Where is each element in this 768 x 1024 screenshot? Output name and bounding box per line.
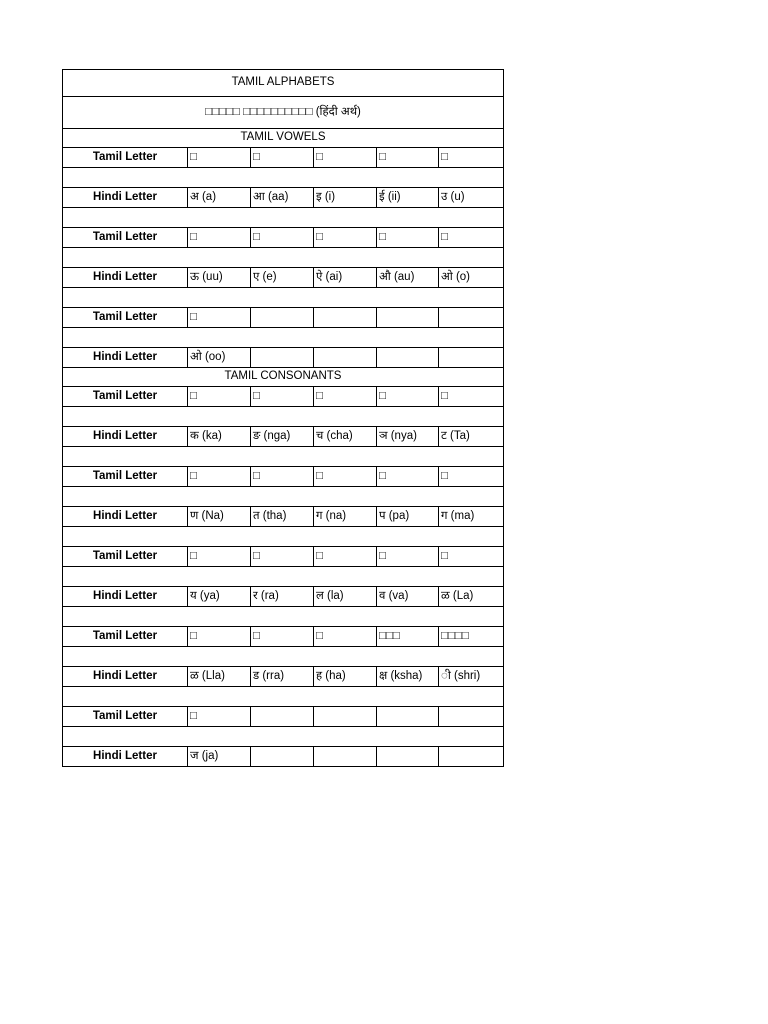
table-row: [63, 467, 504, 487]
letter-cell: □: [188, 467, 251, 487]
spacer-cell: [63, 527, 504, 547]
spacer-cell: [63, 687, 504, 707]
letter-cell: □: [314, 228, 377, 248]
table-row: [63, 387, 504, 407]
spacer-cell: [63, 607, 504, 627]
row-label: Hindi Letter: [63, 747, 188, 767]
letter-cell: [439, 308, 504, 328]
letter-cell: ङ (nga): [251, 427, 314, 447]
table-row: [63, 268, 504, 288]
row-label: Tamil Letter: [63, 308, 188, 328]
table-row: [63, 148, 504, 168]
row-label: Tamil Letter: [63, 627, 188, 647]
letter-cell: □: [251, 547, 314, 567]
table-row: [63, 308, 504, 328]
letter-cell: च (cha): [314, 427, 377, 447]
letter-cell: [251, 308, 314, 328]
letter-cell: ट (Ta): [439, 427, 504, 447]
letter-cell: ी (shri): [439, 667, 504, 687]
letter-cell: ऐ (ai): [314, 268, 377, 288]
table-row: [63, 228, 504, 248]
letter-cell: □: [314, 547, 377, 567]
letter-cell: □: [314, 148, 377, 168]
letter-cell: ड (rra): [251, 667, 314, 687]
page-subtitle: □□□□□ □□□□□□□□□□ (हिंदी अर्थ): [63, 97, 504, 129]
table-row: [63, 667, 504, 687]
letter-cell: □: [188, 627, 251, 647]
spacer-cell: [63, 487, 504, 507]
letter-cell: □: [439, 387, 504, 407]
spacer-row: [63, 288, 504, 308]
table-row: [63, 707, 504, 727]
spacer-cell: [63, 447, 504, 467]
table-row: [63, 627, 504, 647]
letter-cell: आ (aa): [251, 188, 314, 208]
row-label: Tamil Letter: [63, 228, 188, 248]
letter-cell: य (ya): [188, 587, 251, 607]
section-heading: TAMIL VOWELS: [63, 129, 504, 148]
row-label: Tamil Letter: [63, 387, 188, 407]
section-heading-row: [63, 368, 504, 387]
letter-cell: □: [251, 387, 314, 407]
letter-cell: □: [251, 148, 314, 168]
row-label: Tamil Letter: [63, 467, 188, 487]
row-label: Hindi Letter: [63, 667, 188, 687]
letter-cell: ई (ii): [377, 188, 439, 208]
letter-cell: ञ (nya): [377, 427, 439, 447]
letter-cell: □□□□: [439, 627, 504, 647]
letter-cell: ण (Na): [188, 507, 251, 527]
spacer-cell: [63, 727, 504, 747]
row-label: Hindi Letter: [63, 268, 188, 288]
letter-cell: □: [314, 467, 377, 487]
letter-cell: [439, 348, 504, 368]
letter-cell: [314, 707, 377, 727]
letter-cell: व (va): [377, 587, 439, 607]
letter-cell: र (ra): [251, 587, 314, 607]
letter-cell: ळ (La): [439, 587, 504, 607]
letter-cell: अ (a): [188, 188, 251, 208]
letter-cell: प (pa): [377, 507, 439, 527]
letter-cell: क (ka): [188, 427, 251, 447]
letter-cell: □: [314, 387, 377, 407]
letter-cell: □: [377, 387, 439, 407]
letter-cell: □: [188, 148, 251, 168]
spacer-row: [63, 168, 504, 188]
letter-cell: □: [377, 228, 439, 248]
spacer-cell: [63, 248, 504, 268]
spacer-cell: [63, 647, 504, 667]
letter-cell: ह (ha): [314, 667, 377, 687]
letter-cell: ए (e): [251, 268, 314, 288]
row-label: Tamil Letter: [63, 148, 188, 168]
letter-cell: त (tha): [251, 507, 314, 527]
letter-cell: □: [439, 467, 504, 487]
letter-cell: ल (la): [314, 587, 377, 607]
letter-cell: उ (u): [439, 188, 504, 208]
page-title: TAMIL ALPHABETS: [63, 70, 504, 97]
letter-cell: क्ष (ksha): [377, 667, 439, 687]
letter-cell: □: [314, 627, 377, 647]
letter-cell: □: [377, 467, 439, 487]
letter-cell: [377, 707, 439, 727]
letter-cell: [377, 308, 439, 328]
letter-cell: [439, 747, 504, 767]
letter-cell: □: [188, 547, 251, 567]
spacer-row: [63, 647, 504, 667]
spacer-cell: [63, 168, 504, 188]
letter-cell: □: [188, 707, 251, 727]
letter-cell: □: [377, 148, 439, 168]
letter-cell: [251, 747, 314, 767]
spacer-cell: [63, 407, 504, 427]
spacer-row: [63, 447, 504, 467]
letter-cell: इ (i): [314, 188, 377, 208]
table-row: [63, 427, 504, 447]
letter-cell: ग (ma): [439, 507, 504, 527]
letter-cell: □: [439, 228, 504, 248]
spacer-row: [63, 527, 504, 547]
row-label: Tamil Letter: [63, 547, 188, 567]
letter-cell: ळ (Lla): [188, 667, 251, 687]
row-label: Hindi Letter: [63, 427, 188, 447]
letter-cell: औ (au): [377, 268, 439, 288]
spacer-cell: [63, 288, 504, 308]
letter-cell: ज (ja): [188, 747, 251, 767]
spacer-row: [63, 407, 504, 427]
letter-cell: [251, 348, 314, 368]
spacer-row: [63, 687, 504, 707]
letter-cell: ओ (oo): [188, 348, 251, 368]
spacer-cell: [63, 567, 504, 587]
spacer-cell: [63, 328, 504, 348]
tamil-alphabet-table: [62, 69, 504, 767]
letter-cell: □: [439, 148, 504, 168]
letter-cell: □: [188, 308, 251, 328]
letter-cell: ऊ (uu): [188, 268, 251, 288]
letter-cell: □□□: [377, 627, 439, 647]
table-row: [63, 547, 504, 567]
row-label: Tamil Letter: [63, 707, 188, 727]
letter-cell: □: [251, 467, 314, 487]
row-label: Hindi Letter: [63, 507, 188, 527]
table-row: [63, 587, 504, 607]
letter-cell: [439, 707, 504, 727]
table-row: [63, 747, 504, 767]
row-label: Hindi Letter: [63, 348, 188, 368]
spacer-row: [63, 208, 504, 228]
table-row: [63, 348, 504, 368]
letter-cell: [377, 348, 439, 368]
section-heading: TAMIL CONSONANTS: [63, 368, 504, 387]
letter-cell: [251, 707, 314, 727]
letter-cell: ग (na): [314, 507, 377, 527]
letter-cell: □: [188, 387, 251, 407]
spacer-row: [63, 487, 504, 507]
section-heading-row: [63, 129, 504, 148]
spacer-row: [63, 328, 504, 348]
spacer-cell: [63, 208, 504, 228]
letter-cell: □: [439, 547, 504, 567]
letter-cell: □: [251, 228, 314, 248]
letter-cell: □: [377, 547, 439, 567]
letter-cell: [314, 747, 377, 767]
spacer-row: [63, 248, 504, 268]
table-row: [63, 507, 504, 527]
letter-cell: [314, 348, 377, 368]
spacer-row: [63, 567, 504, 587]
letter-cell: □: [251, 627, 314, 647]
letter-cell: [314, 308, 377, 328]
table-row: [63, 188, 504, 208]
letter-cell: [377, 747, 439, 767]
spacer-row: [63, 607, 504, 627]
row-label: Hindi Letter: [63, 188, 188, 208]
row-label: Hindi Letter: [63, 587, 188, 607]
letter-cell: □: [188, 228, 251, 248]
letter-cell: ओ (o): [439, 268, 504, 288]
spacer-row: [63, 727, 504, 747]
